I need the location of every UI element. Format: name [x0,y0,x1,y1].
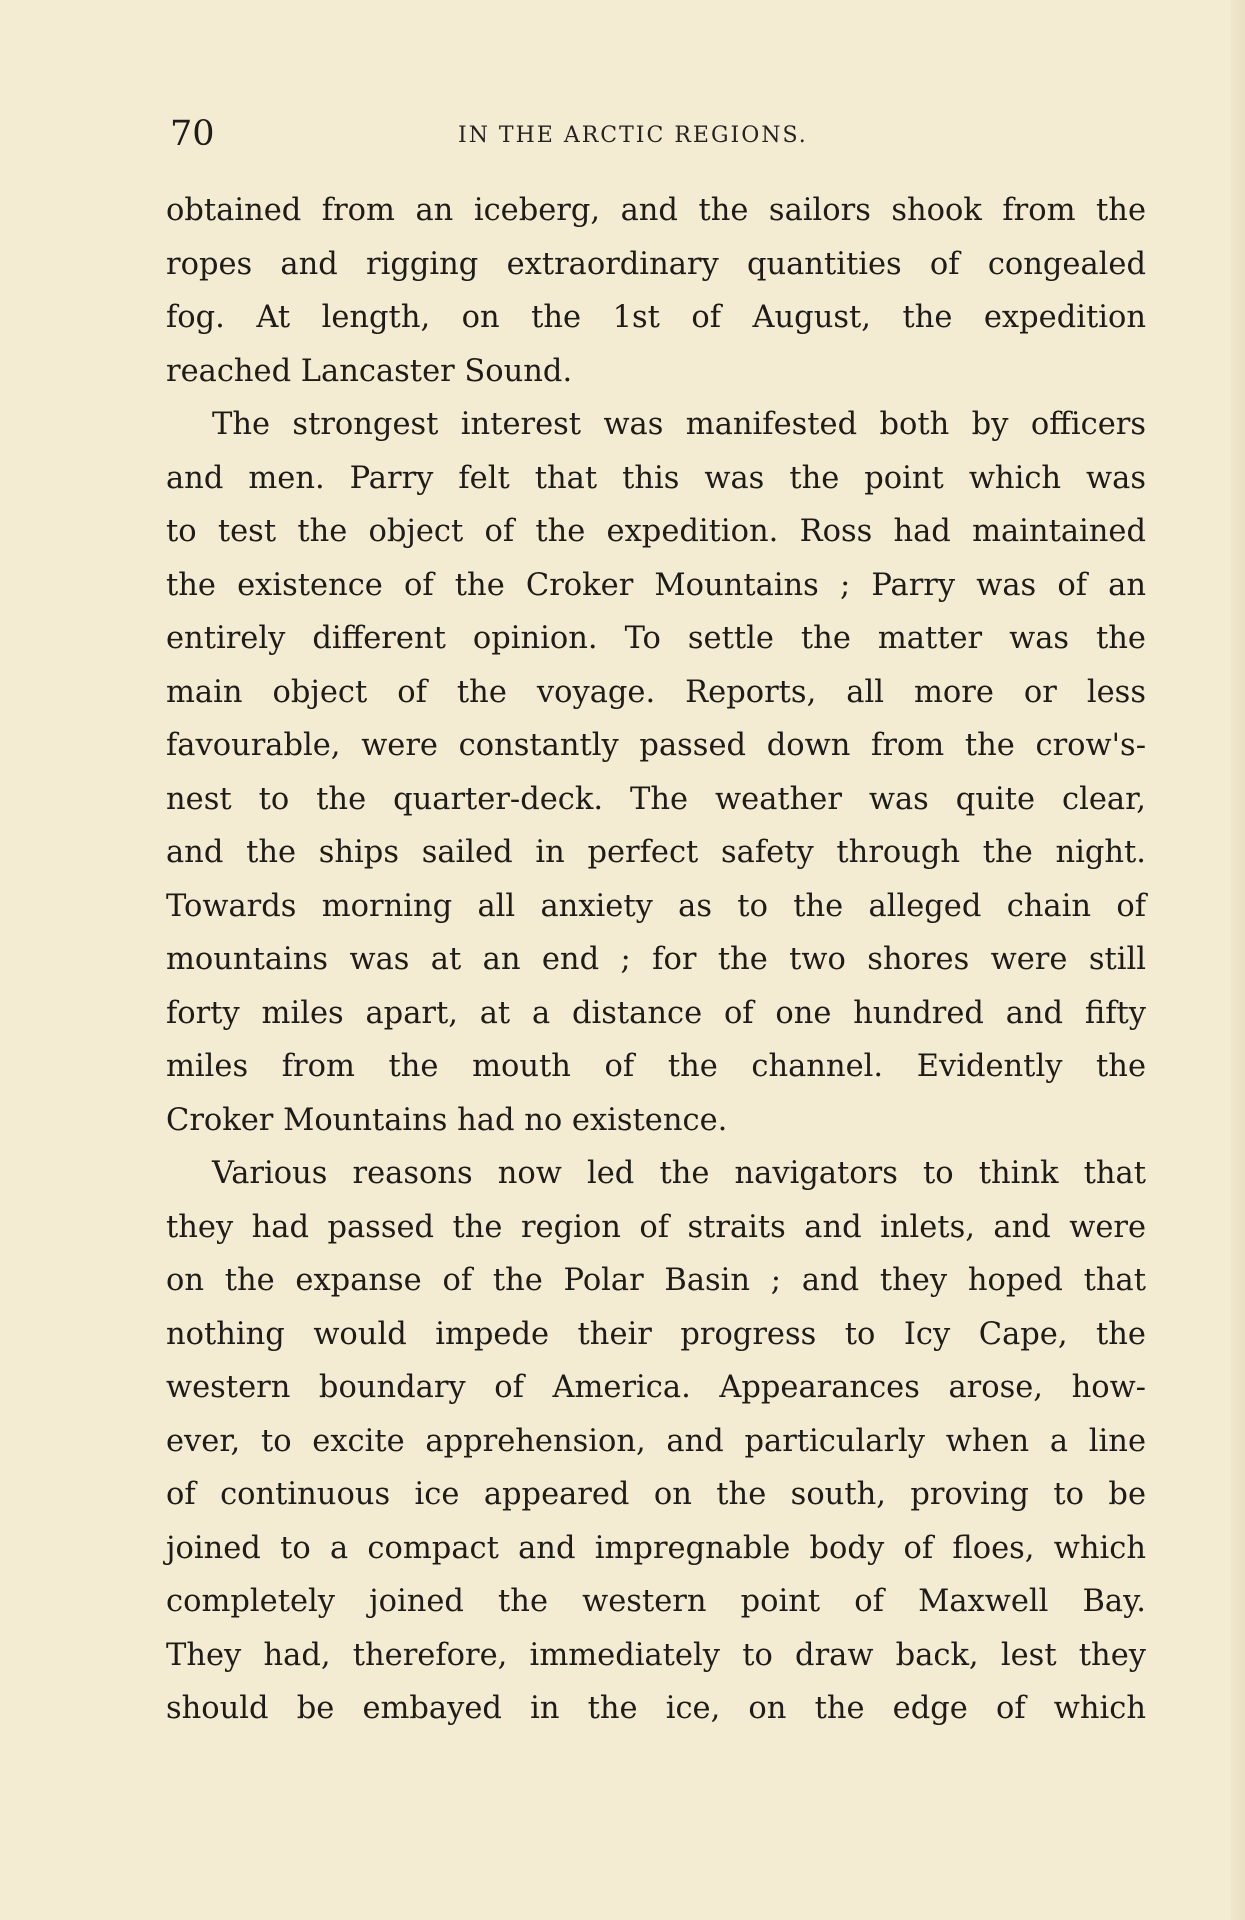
text-line: They had, therefore, immediately to draw back, lest they [166,1637,1146,1673]
text-line: Towards morning all anxiety as to the alleged chain of [166,888,1146,924]
text-line: and the ships sailed in perfect safety through the night. [166,835,1146,870]
text-line: should be embayed in the ice, on the edge of which [166,1691,1146,1726]
text-line: on the expanse of the Polar Basin ; and they hoped that [166,1263,1146,1298]
text-line: ropes and rigging extraordinary quantities of congealed [166,246,1146,282]
text-line: nest to the quarter-deck. The weather was quite clear, [166,781,1146,817]
text-line: reached Lancaster Sound. [166,353,573,389]
text-line: to test the object of the expedition. Ross had maintained [166,514,1146,549]
text-line: completely joined the western point of Maxwell Bay. [166,1584,1146,1619]
text-line: nothing would impede their progress to Icy Cape, the [166,1316,1146,1352]
body-text [166,184,1146,1736]
text-line: favourable, were constantly passed down from the crow's- [166,728,1146,763]
page-number: 70 [170,114,215,154]
text-line: Croker Mountains had no existence. [166,1102,728,1138]
text-line: ever, to excite apprehension, and particularly when a line [166,1423,1146,1459]
text-line: of continuous ice appeared on the south, proving to be [166,1477,1146,1512]
text-line: The strongest interest was manifested both by officers [212,407,1146,442]
text-line: mountains was at an end ; for the two shores were still [166,942,1146,977]
text-line: miles from the mouth of the channel. Evidently the [166,1049,1146,1084]
text-line: entirely different opinion. To settle the matter was the [166,621,1146,656]
text-line: the existence of the Croker Mountains ; Parry was of an [166,567,1146,603]
text-line: joined to a compact and impregnable body of floes, which [166,1530,1146,1566]
page-header [170,112,1150,162]
text-line: main object of the voyage. Reports, all more or less [166,674,1146,710]
page-edge [1231,0,1245,1920]
text-line: obtained from an iceberg, and the sailors shook from the [166,193,1146,228]
text-line: they had passed the region of straits and inlets, and were [166,1209,1146,1245]
text-line: Various reasons now led the navigators to think that [212,1156,1146,1191]
text-line: forty miles apart, at a distance of one hundred and fifty [166,995,1146,1031]
text-line: fog. At length, on the 1st of August, the expedition [166,300,1146,335]
text-line: western boundary of America. Appearances arose, how- [166,1370,1146,1405]
running-head: IN THE ARCTIC REGIONS. [458,123,808,148]
text-line: and men. Parry felt that this was the point which was [166,460,1146,496]
